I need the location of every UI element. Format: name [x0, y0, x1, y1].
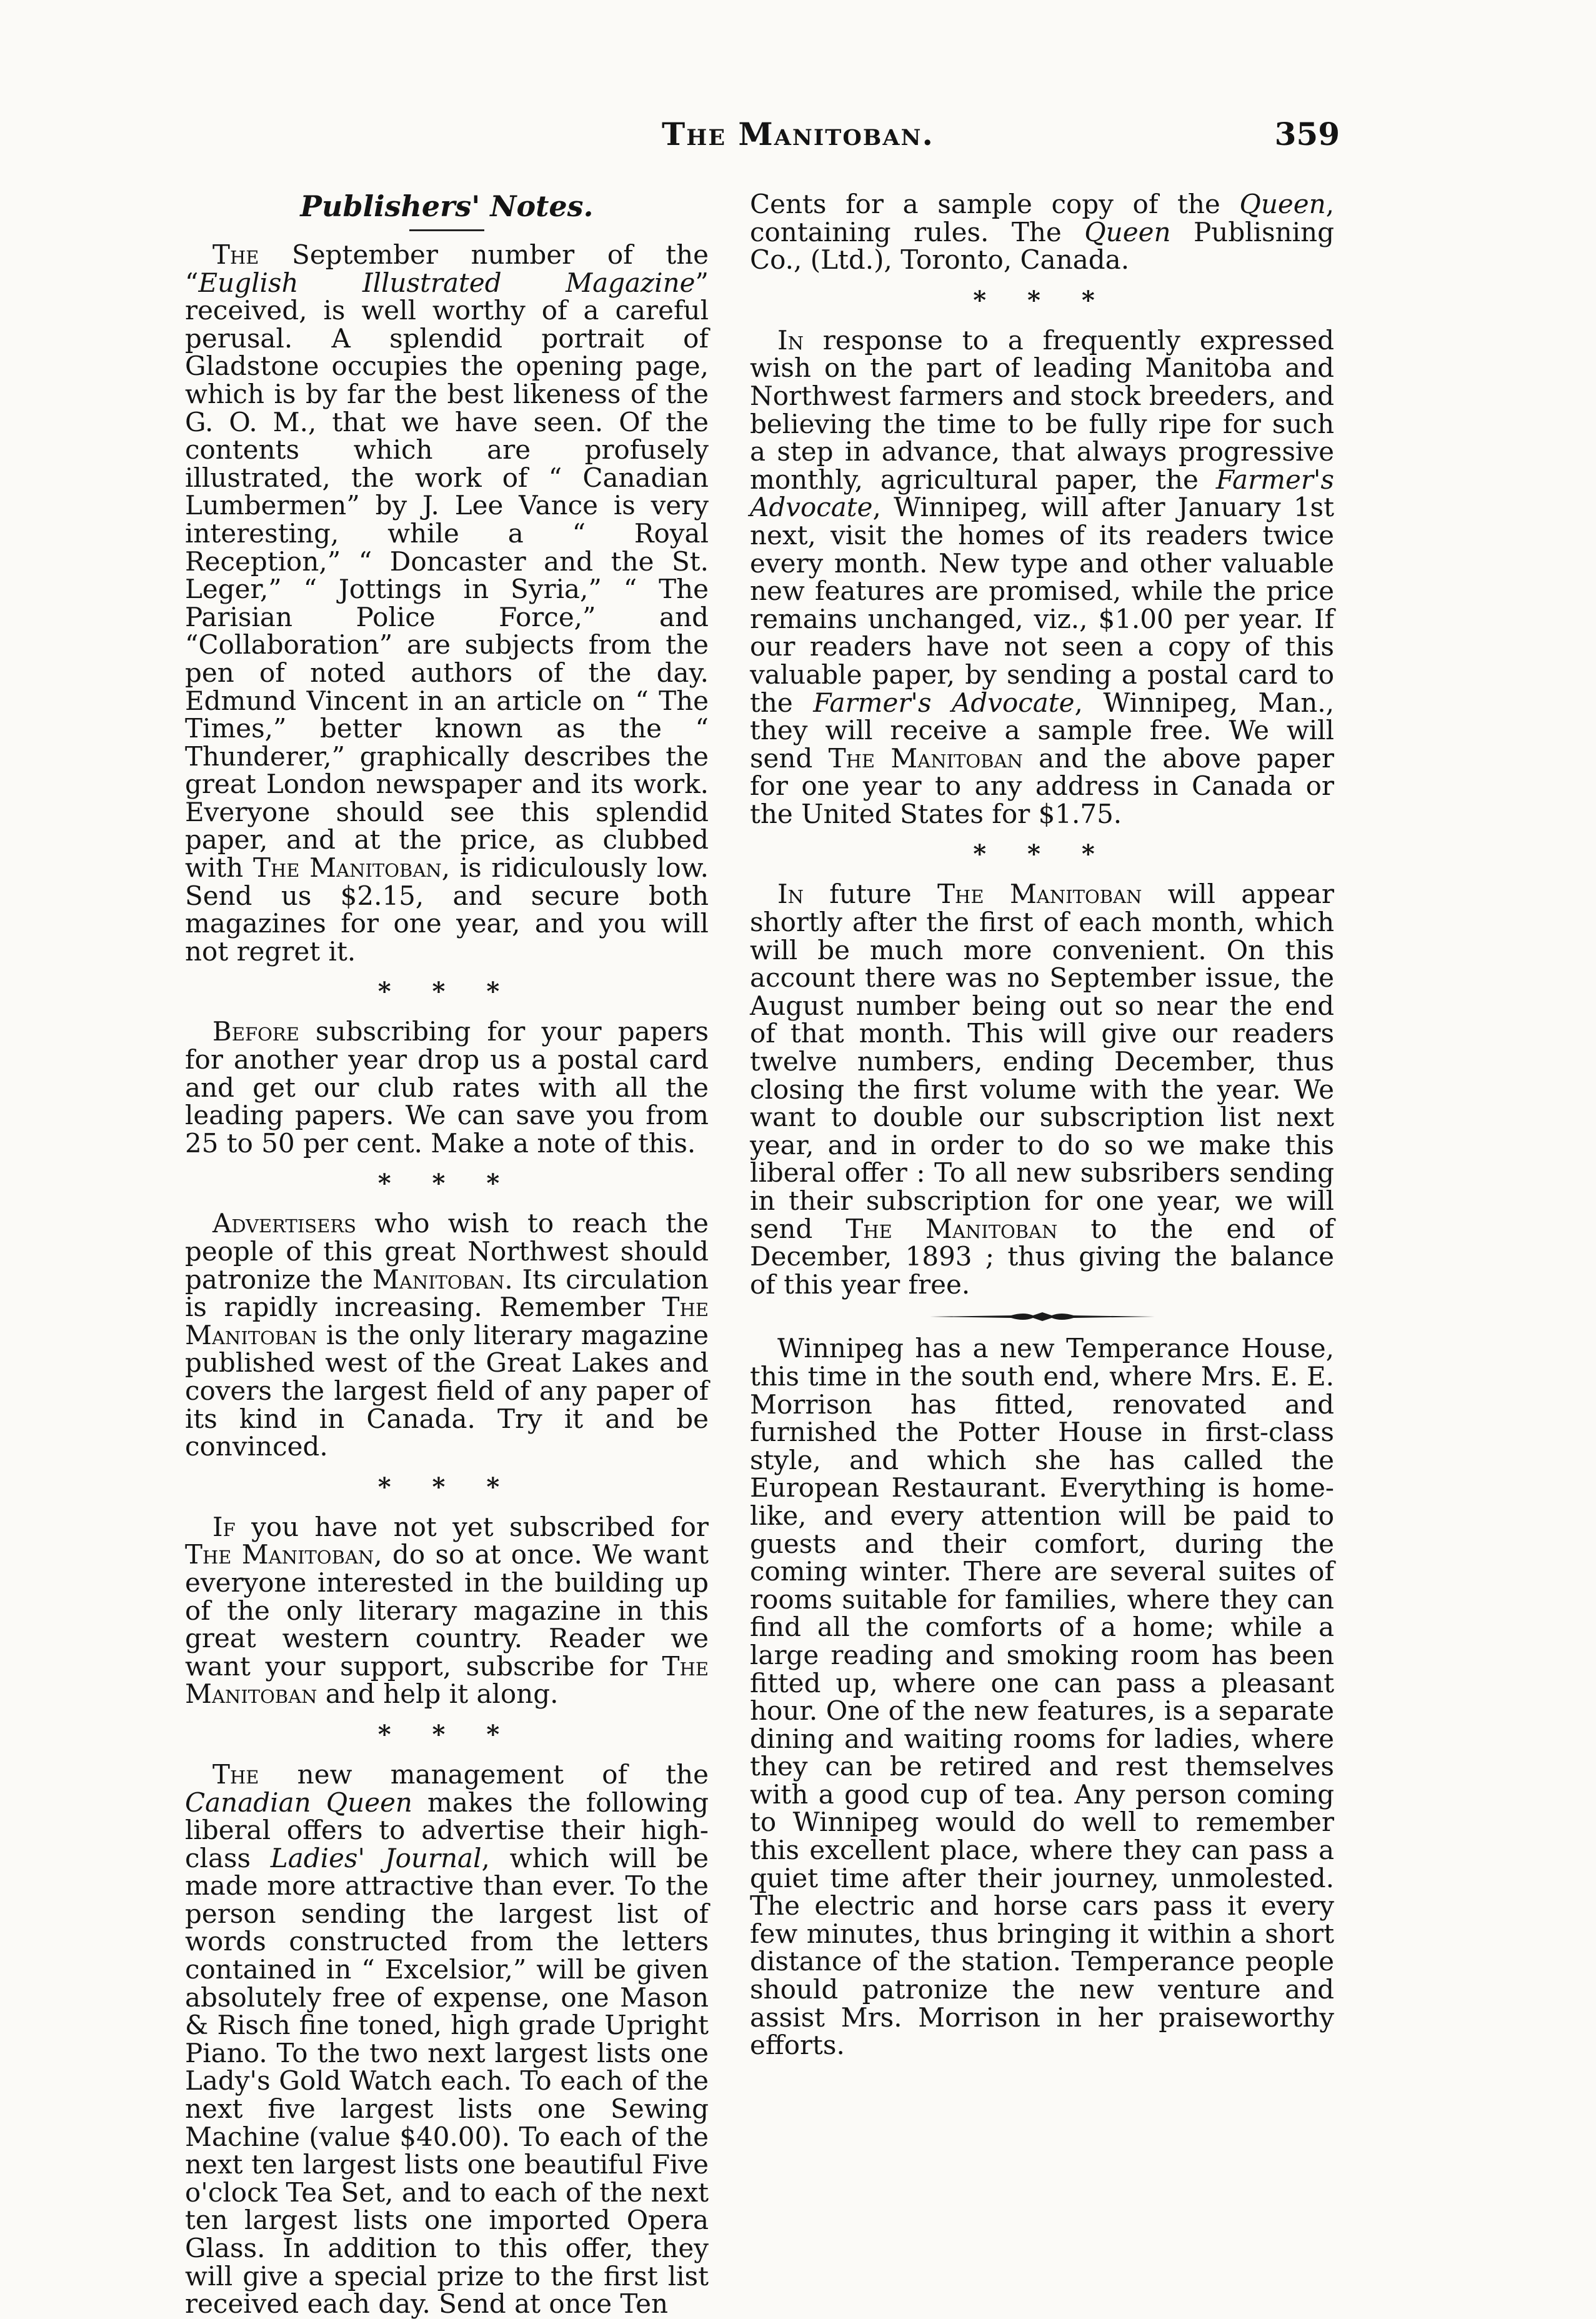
text: ” received, is well worthy of a careful perusal. A splendid portrait of Gladstone occupies the opening page, which is by far the best likeness of the G. O. M., that we have seen. Of the contents which are profusely illustrated, the work of “ Canadian Lumbermen” by J. Lee Vance is very interesting, while a “ Royal Reception,” “ Doncaster and the St. Leger,” “ Jottings in Syria,” “ The Parisian Police Force,” and “Collaboration” are subjects from the pen of noted authors of the day. Edmund Vincent in an article on “ The Times,” better known as the “ Thunderer,” graphically describes the great London newspaper and its work. Everyone should see this splendid paper, and at the price, as clubbed with: [185, 267, 709, 884]
italic-title: Queen: [1239, 189, 1326, 219]
small-caps-name: The Manitoban: [253, 852, 442, 884]
page-number: 359: [1274, 116, 1340, 152]
running-head: The Manitoban.: [662, 116, 934, 152]
lead-word: The: [212, 239, 259, 270]
notice-canadian-queen: [185, 1758, 709, 2319]
section-divider-stars: * * *: [377, 1169, 516, 1199]
text: you have not yet subscribed for: [235, 1511, 709, 1542]
text: subscribing for your papers for another year drop us a postal card and get our club rates with all the leading papers. We can save you from 25 to 50 per cent. Make a note of this.: [185, 1016, 709, 1159]
text: is the only literary magazine published west of the Great Lakes and covers the largest field of any paper of its kind in Canada. Try it and be convinced.: [185, 1319, 709, 1462]
italic-title: Farmer's Advocate: [813, 687, 1075, 718]
text: September number of the “: [185, 239, 709, 298]
text: Cents for a sample copy of the: [750, 189, 1240, 219]
text: who wish to reach the people of this great Northwest should patronize the: [185, 1208, 709, 1295]
lead-word: In: [777, 879, 804, 910]
small-caps-name: The Manitoban: [185, 1292, 709, 1350]
text: will appear shortly after the first of each month, which will be much more convenient. On this account there was no September issue, the August number being out so near the end of that month. This will give our readers twelve numbers, ending December, thus closing the first volume with the year. We want to double our subscription list next year, and in order to do so we make this liberal offer : To all new subsribers sending in their subscription for one year, we will send: [750, 879, 1335, 1244]
text: . Its circulation is rapidly increasing. Remember: [185, 1264, 709, 1323]
small-caps-name: The Manitoban: [845, 1213, 1058, 1244]
section-divider-stars: * * *: [377, 977, 516, 1007]
right-column: [750, 191, 1334, 2060]
section-title: Publishers' Notes.: [300, 189, 594, 223]
notice-before-subscribing: [185, 1018, 709, 1157]
text: to the end of December, 1893 ; thus giving the balance of this year free.: [750, 1213, 1334, 1300]
lead-word: The: [212, 1758, 259, 1790]
lead-word: In: [777, 324, 804, 356]
text: , is ridiculously low. Send us $2.15, and secure both magazines for one year, and you will not regret it.: [185, 852, 709, 967]
text: makes the following liberal offers to advertise their high-class: [185, 1787, 709, 1873]
text: response to a frequently expressed wish on the part of leading Manitoba and Northwest farmers and stock breeders, and believing the time to be fully ripe for such a step in advance, that always progressive monthly, agricultural paper, the: [750, 324, 1334, 495]
notice-temperance-house: Winnipeg has a new Temperance House, this time in the south end, where Mrs. E. E. Morrison has fitted, renovated and furnished the Potter House in first-class style, and which she has called the European Restaurant. Everything is home-like, and every attention will be paid to guests and their comfort, during the coming winter. There are several suites of rooms suitable for families, where they can find all the comforts of a home; while a large reading and smoking room has been fitted up, where one can pass a pleasant hour. One of the new features, is a separate dining and waiting rooms for ladies, where they can be retired and rest themselves with a good cup of tea. Any person coming to Winnipeg would do well to remember this excellent place, where they can pass a quiet time after their journey, unmolested. The electric and horse cars pass it every few minutes, thus bringing it within a short distance of the station. Temperance people should patronize the new venture and assist Mrs. Morrison in her praiseworthy efforts.: [750, 1333, 1334, 2061]
italic-title: Farmer's Advocate: [750, 464, 1334, 523]
italic-title: Euglish Illustrated Magazine: [198, 267, 696, 298]
text: new management of the: [259, 1758, 709, 1790]
text: , containing rules. The: [750, 189, 1334, 247]
ornamental-rule: [930, 1310, 1155, 1324]
italic-title: Canadian Queen: [185, 1787, 412, 1818]
small-caps-name: The Manitoban: [185, 1539, 374, 1570]
notice-queen-continued: [750, 191, 1334, 274]
small-caps-name: The Manitoban: [937, 879, 1142, 910]
small-caps-name: The Manitoban: [828, 742, 1023, 774]
text: future: [803, 879, 938, 910]
lead-word: Before: [212, 1016, 299, 1047]
notice-farmers-advocate: [750, 324, 1335, 829]
text: , which will be made more attractive than ever. To the person sending the largest list of words constructed from the letters contained in “ Excelsior,” will be given absolutely free of expense, one Mason & Risch fine toned, high grade Upright Piano. To the two next largest lists one Lady's Gold Watch each. To each of the next five largest lists one Sewing Machine (value $40.00). To each of the next ten largest lists one beautiful Five o'clock Tea Set, and to each of the next ten largest lists one imported Opera Glass. In addition to this offer, they will give a special prize to the first list received each day. Send at once Ten: [185, 1842, 709, 2319]
notice-advertisers: [185, 1210, 709, 1460]
left-column: [185, 191, 709, 2318]
section-divider-stars: * * *: [377, 1472, 516, 1502]
italic-title: Queen: [1084, 216, 1171, 247]
title-rule: [409, 229, 484, 231]
text: , Winnipeg, will after January 1st next, visit the homes of its readers twice every month. New type and other valuable new features are promised, while the price remains unchanged, viz., $1.00 per year. If our readers have not seen a copy of this valuable paper, by sending a postal card to the: [750, 492, 1334, 718]
text: and help it along.: [317, 1678, 559, 1710]
notice-english-illustrated: [185, 241, 709, 965]
page-header: [0, 116, 1596, 166]
small-caps-name: The Manitoban: [185, 1650, 709, 1710]
section-divider-stars: * * *: [377, 1719, 516, 1749]
text: , do so at once. We want everyone interested in the building up of the only literary magazine in this great western country. Reader we want your support, subscribe for: [185, 1539, 709, 1682]
italic-title: Ladies' Journal: [270, 1842, 482, 1873]
text: and the above paper for one year to any address in Canada or the United States for $1.75.: [750, 742, 1335, 829]
section-divider-stars: * * *: [973, 839, 1111, 869]
lead-word: If: [212, 1511, 236, 1542]
small-caps-name: Manitoban: [372, 1264, 505, 1295]
section-divider-stars: * * *: [973, 285, 1111, 315]
notice-publication-schedule: [750, 880, 1334, 1299]
lead-word: Advertisers: [212, 1208, 357, 1239]
text: , Winnipeg, Man., they will receive a sample free. We will send: [750, 687, 1334, 774]
notice-subscribe: [185, 1511, 709, 1710]
text: Publisning Co., (Ltd.), Toronto, Canada.: [750, 216, 1334, 276]
